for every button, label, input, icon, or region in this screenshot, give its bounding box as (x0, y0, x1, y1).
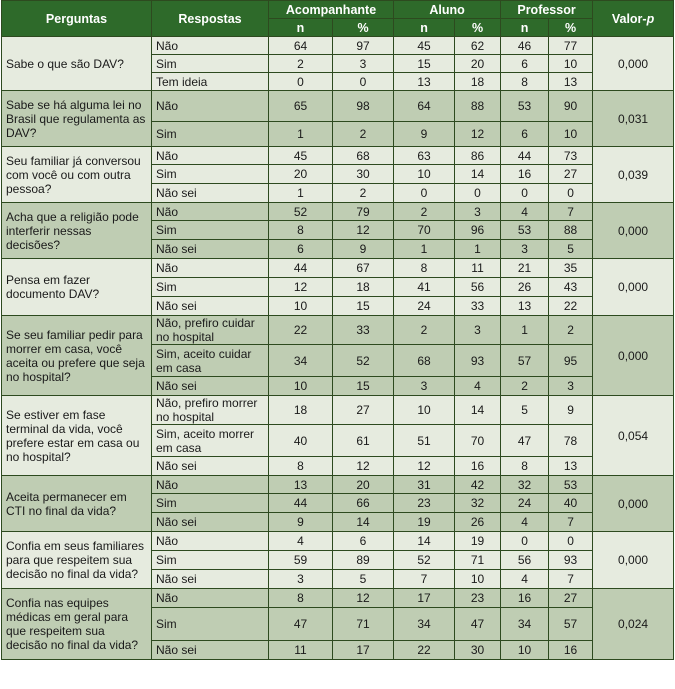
percent-cell: 2 (333, 184, 394, 203)
table-row (2, 396, 674, 425)
table-row (2, 203, 674, 221)
count-cell: 56 (501, 551, 549, 570)
question-cell: Confia nas equipes médicas em geral para que respeitem sua decisão no final da vida? (2, 589, 152, 660)
percent-cell: 66 (333, 494, 394, 513)
question-cell: Sabe o que são DAV? (2, 37, 152, 91)
count-cell: 13 (394, 73, 455, 91)
percent-cell: 16 (549, 641, 593, 660)
percent-cell: 3 (333, 55, 394, 73)
count-cell: 2 (501, 377, 549, 396)
response-cell: Sim (152, 122, 269, 147)
table-row (2, 476, 674, 494)
percent-cell: 11 (455, 259, 501, 278)
p-value-cell: 0,039 (593, 147, 674, 203)
p-value-cell: 0,000 (593, 316, 674, 396)
response-cell: Não (152, 259, 269, 278)
count-cell: 40 (269, 425, 333, 457)
response-cell: Não sei (152, 641, 269, 660)
percent-cell: 18 (455, 73, 501, 91)
percent-cell: 10 (549, 55, 593, 73)
response-cell: Não, prefiro cuidar no hospital (152, 316, 269, 345)
response-cell: Não (152, 91, 269, 122)
percent-cell: 30 (455, 641, 501, 660)
percent-cell: 61 (333, 425, 394, 457)
count-cell: 2 (269, 55, 333, 73)
p-value-cell: 0,054 (593, 396, 674, 476)
table-body (2, 37, 674, 660)
header-respostas: Respostas (152, 1, 269, 37)
percent-cell: 95 (549, 345, 593, 377)
response-cell: Não (152, 147, 269, 165)
response-cell: Sim, aceito cuidar em casa (152, 345, 269, 377)
percent-cell: 9 (549, 396, 593, 425)
count-cell: 41 (394, 278, 455, 297)
header-n: n (501, 19, 549, 37)
question-cell: Seu familiar já conversou com você ou com outra pessoa? (2, 147, 152, 203)
percent-cell: 10 (549, 122, 593, 147)
p-value-cell: 0,000 (593, 203, 674, 259)
count-cell: 0 (501, 184, 549, 203)
percent-cell: 19 (455, 532, 501, 551)
count-cell: 59 (269, 551, 333, 570)
count-cell: 7 (394, 570, 455, 589)
response-cell: Não sei (152, 184, 269, 203)
count-cell: 5 (501, 396, 549, 425)
percent-cell: 78 (549, 425, 593, 457)
percent-cell: 86 (455, 147, 501, 165)
response-cell: Não sei (152, 297, 269, 316)
response-cell: Não, prefiro morrer no hospital (152, 396, 269, 425)
header-valor-p (593, 1, 674, 37)
response-cell: Não sei (152, 240, 269, 259)
count-cell: 14 (394, 532, 455, 551)
count-cell: 64 (269, 37, 333, 55)
count-cell: 53 (501, 221, 549, 240)
percent-cell: 71 (455, 551, 501, 570)
response-cell: Sim (152, 494, 269, 513)
count-cell: 11 (269, 641, 333, 660)
percent-cell: 3 (455, 203, 501, 221)
percent-cell: 47 (455, 608, 501, 641)
count-cell: 9 (394, 122, 455, 147)
table-row (2, 37, 674, 55)
count-cell: 8 (394, 259, 455, 278)
percent-cell: 89 (333, 551, 394, 570)
percent-cell: 71 (333, 608, 394, 641)
percent-cell: 20 (455, 55, 501, 73)
percent-cell: 62 (455, 37, 501, 55)
percent-cell: 42 (455, 476, 501, 494)
table-row (2, 91, 674, 122)
count-cell: 44 (501, 147, 549, 165)
count-cell: 4 (501, 513, 549, 532)
percent-cell: 93 (455, 345, 501, 377)
count-cell: 44 (269, 494, 333, 513)
count-cell: 31 (394, 476, 455, 494)
count-cell: 12 (394, 457, 455, 476)
count-cell: 1 (501, 316, 549, 345)
count-cell: 2 (394, 203, 455, 221)
count-cell: 6 (501, 122, 549, 147)
p-value-cell: 0,000 (593, 259, 674, 316)
response-cell: Não sei (152, 377, 269, 396)
count-cell: 2 (394, 316, 455, 345)
count-cell: 10 (394, 396, 455, 425)
count-cell: 65 (269, 91, 333, 122)
percent-cell: 4 (455, 377, 501, 396)
percent-cell: 15 (333, 297, 394, 316)
count-cell: 4 (269, 532, 333, 551)
table-row (2, 589, 674, 608)
percent-cell: 18 (333, 278, 394, 297)
count-cell: 15 (394, 55, 455, 73)
count-cell: 51 (394, 425, 455, 457)
count-cell: 16 (501, 165, 549, 184)
count-cell: 52 (269, 203, 333, 221)
header-aluno: Aluno (394, 1, 501, 19)
percent-cell: 10 (455, 570, 501, 589)
header-n: n (394, 19, 455, 37)
count-cell: 10 (394, 165, 455, 184)
count-cell: 0 (394, 184, 455, 203)
p-value-cell: 0,000 (593, 476, 674, 532)
count-cell: 34 (501, 608, 549, 641)
percent-cell: 16 (455, 457, 501, 476)
percent-cell: 67 (333, 259, 394, 278)
count-cell: 8 (269, 457, 333, 476)
count-cell: 3 (501, 240, 549, 259)
percent-cell: 3 (549, 377, 593, 396)
response-cell: Não (152, 203, 269, 221)
count-cell: 0 (269, 73, 333, 91)
count-cell: 13 (269, 476, 333, 494)
response-cell: Sim (152, 165, 269, 184)
count-cell: 45 (394, 37, 455, 55)
response-cell: Sim (152, 278, 269, 297)
count-cell: 57 (501, 345, 549, 377)
percent-cell: 5 (549, 240, 593, 259)
percent-cell: 33 (333, 316, 394, 345)
count-cell: 1 (394, 240, 455, 259)
count-cell: 10 (269, 377, 333, 396)
count-cell: 10 (501, 641, 549, 660)
response-cell: Não (152, 476, 269, 494)
header-professor: Professor (501, 1, 593, 19)
percent-cell: 79 (333, 203, 394, 221)
header-perguntas: Perguntas (2, 1, 152, 37)
percent-cell: 73 (549, 147, 593, 165)
count-cell: 68 (394, 345, 455, 377)
percent-cell: 14 (455, 165, 501, 184)
count-cell: 8 (501, 73, 549, 91)
count-cell: 32 (501, 476, 549, 494)
p-value-cell: 0,000 (593, 37, 674, 91)
count-cell: 3 (394, 377, 455, 396)
percent-cell: 6 (333, 532, 394, 551)
percent-cell: 27 (333, 396, 394, 425)
count-cell: 47 (501, 425, 549, 457)
response-cell: Tem ideia (152, 73, 269, 91)
percent-cell: 57 (549, 608, 593, 641)
percent-cell: 68 (333, 147, 394, 165)
percent-cell: 20 (333, 476, 394, 494)
table-row (2, 316, 674, 345)
count-cell: 24 (394, 297, 455, 316)
question-cell: Confia em seus familiares para que respeitem sua decisão no final da vida? (2, 532, 152, 589)
count-cell: 44 (269, 259, 333, 278)
percent-cell: 23 (455, 589, 501, 608)
percent-cell: 40 (549, 494, 593, 513)
question-cell: Se seu familiar pedir para morrer em casa, você aceita ou prefere que seja no hospital? (2, 316, 152, 396)
percent-cell: 0 (333, 73, 394, 91)
count-cell: 47 (269, 608, 333, 641)
percent-cell: 32 (455, 494, 501, 513)
count-cell: 3 (269, 570, 333, 589)
count-cell: 8 (269, 221, 333, 240)
response-cell: Sim (152, 221, 269, 240)
count-cell: 22 (394, 641, 455, 660)
percent-cell: 53 (549, 476, 593, 494)
percent-cell: 96 (455, 221, 501, 240)
count-cell: 12 (269, 278, 333, 297)
table-row (2, 532, 674, 551)
count-cell: 45 (269, 147, 333, 165)
percent-cell: 93 (549, 551, 593, 570)
count-cell: 18 (269, 396, 333, 425)
header-pct: % (333, 19, 394, 37)
percent-cell: 43 (549, 278, 593, 297)
header-valor-p-letter: p (646, 11, 655, 26)
percent-cell: 7 (549, 513, 593, 532)
count-cell: 4 (501, 570, 549, 589)
response-cell: Sim (152, 608, 269, 641)
header-pct: % (455, 19, 501, 37)
percent-cell: 88 (455, 91, 501, 122)
percent-cell: 12 (333, 457, 394, 476)
count-cell: 17 (394, 589, 455, 608)
percent-cell: 15 (333, 377, 394, 396)
percent-cell: 70 (455, 425, 501, 457)
count-cell: 34 (269, 345, 333, 377)
count-cell: 21 (501, 259, 549, 278)
count-cell: 16 (501, 589, 549, 608)
percent-cell: 5 (333, 570, 394, 589)
percent-cell: 7 (549, 203, 593, 221)
header-n: n (269, 19, 333, 37)
count-cell: 34 (394, 608, 455, 641)
percent-cell: 3 (455, 316, 501, 345)
count-cell: 1 (269, 122, 333, 147)
percent-cell: 17 (333, 641, 394, 660)
percent-cell: 12 (333, 221, 394, 240)
response-cell: Não sei (152, 513, 269, 532)
percent-cell: 2 (333, 122, 394, 147)
p-value-cell: 0,000 (593, 532, 674, 589)
count-cell: 46 (501, 37, 549, 55)
percent-cell: 2 (549, 316, 593, 345)
percent-cell: 0 (549, 184, 593, 203)
count-cell: 6 (501, 55, 549, 73)
percent-cell: 35 (549, 259, 593, 278)
response-cell: Não sei (152, 457, 269, 476)
count-cell: 52 (394, 551, 455, 570)
response-cell: Sim (152, 551, 269, 570)
percent-cell: 27 (549, 165, 593, 184)
question-cell: Aceita permanecer em CTI no final da vida? (2, 476, 152, 532)
count-cell: 8 (269, 589, 333, 608)
count-cell: 70 (394, 221, 455, 240)
percent-cell: 14 (333, 513, 394, 532)
count-cell: 6 (269, 240, 333, 259)
p-value-cell: 0,024 (593, 589, 674, 660)
percent-cell: 14 (455, 396, 501, 425)
count-cell: 19 (394, 513, 455, 532)
percent-cell: 9 (333, 240, 394, 259)
header-pct: % (549, 19, 593, 37)
percent-cell: 88 (549, 221, 593, 240)
count-cell: 0 (501, 532, 549, 551)
response-cell: Sim, aceito morrer em casa (152, 425, 269, 457)
count-cell: 4 (501, 203, 549, 221)
count-cell: 22 (269, 316, 333, 345)
count-cell: 1 (269, 184, 333, 203)
percent-cell: 0 (455, 184, 501, 203)
count-cell: 53 (501, 91, 549, 122)
percent-cell: 22 (549, 297, 593, 316)
percent-cell: 97 (333, 37, 394, 55)
count-cell: 10 (269, 297, 333, 316)
percent-cell: 13 (549, 457, 593, 476)
percent-cell: 12 (455, 122, 501, 147)
count-cell: 23 (394, 494, 455, 513)
count-cell: 63 (394, 147, 455, 165)
percent-cell: 27 (549, 589, 593, 608)
percent-cell: 12 (333, 589, 394, 608)
percent-cell: 52 (333, 345, 394, 377)
response-cell: Não sei (152, 570, 269, 589)
question-cell: Acha que a religião pode interferir nessas decisões? (2, 203, 152, 259)
percent-cell: 30 (333, 165, 394, 184)
response-cell: Não (152, 532, 269, 551)
table-row (2, 259, 674, 278)
count-cell: 8 (501, 457, 549, 476)
percent-cell: 33 (455, 297, 501, 316)
header-acompanhante: Acompanhante (269, 1, 394, 19)
percent-cell: 98 (333, 91, 394, 122)
percent-cell: 77 (549, 37, 593, 55)
question-cell: Pensa em fazer documento DAV? (2, 259, 152, 316)
percent-cell: 7 (549, 570, 593, 589)
survey-table (1, 0, 674, 660)
p-value-cell: 0,031 (593, 91, 674, 147)
percent-cell: 1 (455, 240, 501, 259)
response-cell: Sim (152, 55, 269, 73)
percent-cell: 0 (549, 532, 593, 551)
table-row (2, 147, 674, 165)
count-cell: 13 (501, 297, 549, 316)
count-cell: 64 (394, 91, 455, 122)
percent-cell: 90 (549, 91, 593, 122)
question-cell: Se estiver em fase terminal da vida, você prefere estar em casa ou no hospital? (2, 396, 152, 476)
count-cell: 26 (501, 278, 549, 297)
percent-cell: 13 (549, 73, 593, 91)
count-cell: 9 (269, 513, 333, 532)
count-cell: 20 (269, 165, 333, 184)
count-cell: 24 (501, 494, 549, 513)
header-valor-label: Valor- (611, 11, 647, 26)
response-cell: Não (152, 589, 269, 608)
response-cell: Não (152, 37, 269, 55)
percent-cell: 26 (455, 513, 501, 532)
question-cell: Sabe se há alguma lei no Brasil que regulamenta as DAV? (2, 91, 152, 147)
percent-cell: 56 (455, 278, 501, 297)
